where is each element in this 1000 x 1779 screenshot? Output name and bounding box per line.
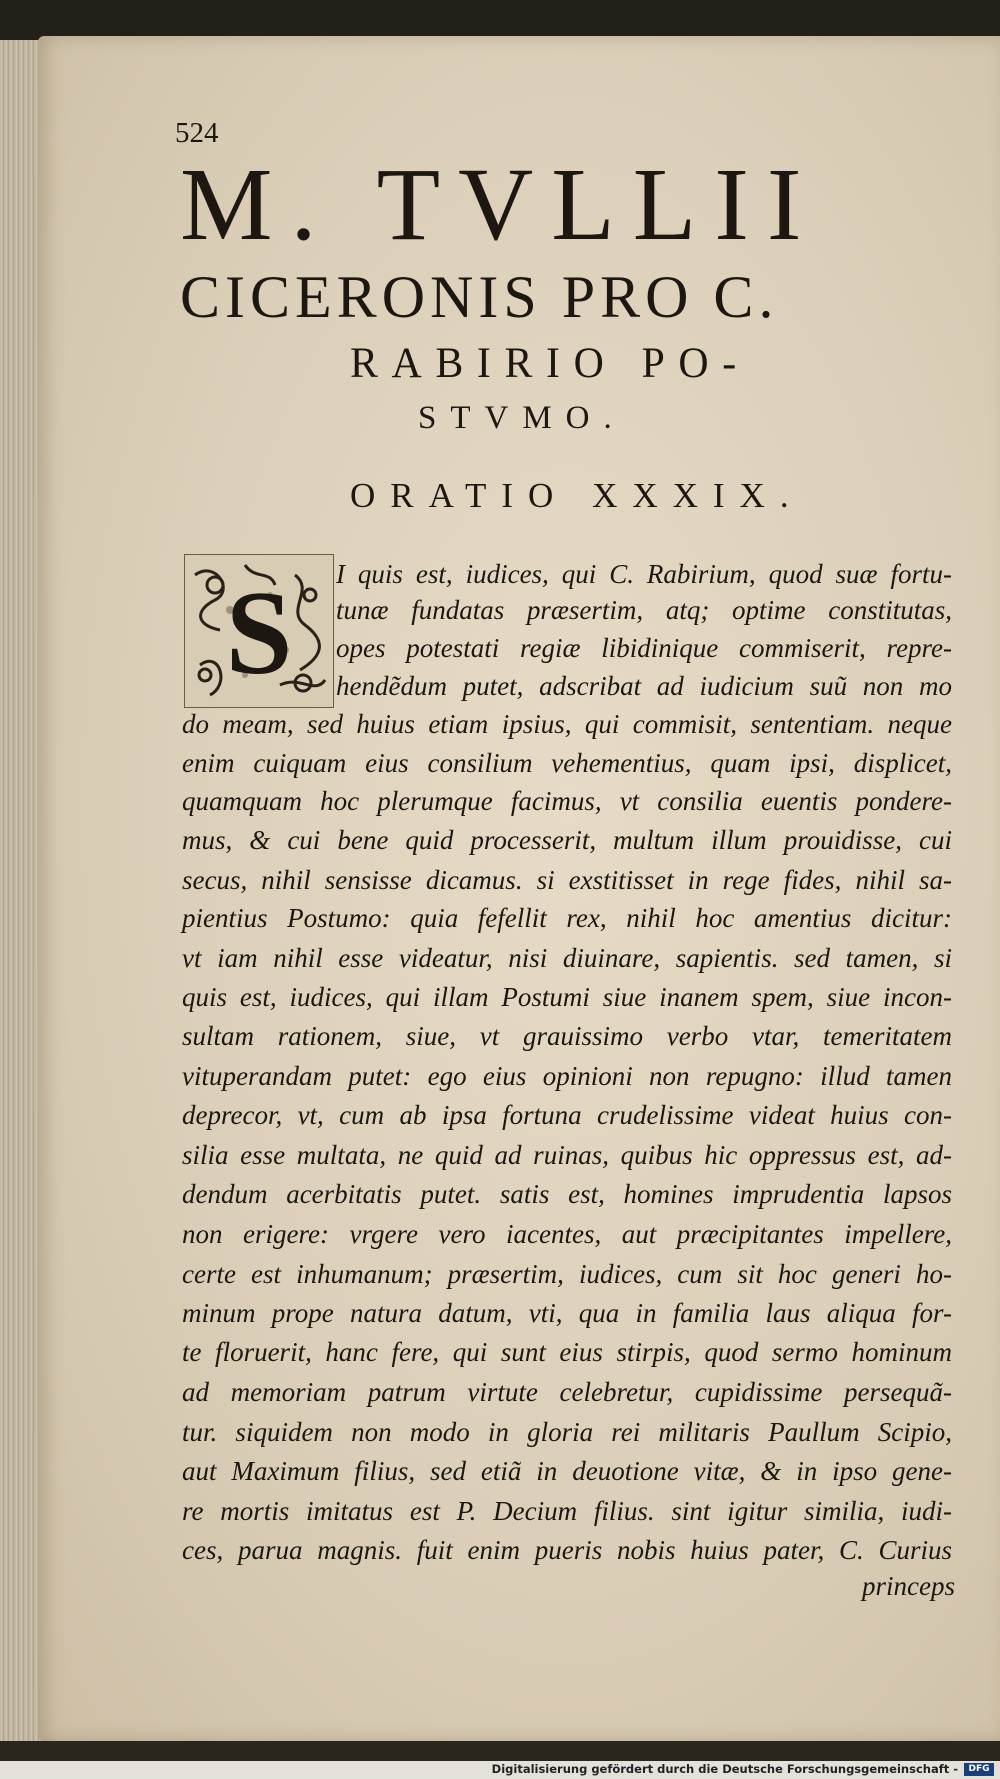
title-line-1: M. TVLLII: [180, 147, 820, 262]
oration-heading: ORATIO XXXIX.: [350, 476, 804, 515]
funding-note: Digitalisierung gefördert durch die Deutsche Forschungsgemeinschaft -: [491, 1762, 958, 1776]
ornament-initial-icon: [185, 555, 333, 707]
decorated-initial-s: [184, 554, 334, 708]
text-line: deprecor, vt, cum ab ipsa fortuna crudelissime videat huius con-: [182, 1100, 952, 1130]
text-line: enim cuiquam eius consilium vehementius, quam ipsi, displicet,: [182, 748, 952, 778]
text-line: dendum acerbitatis putet. satis est, homines imprudentia lapsos: [182, 1179, 952, 1209]
text-line: mus, & cui bene quid processerit, multum illum prouidisse, cui: [182, 825, 952, 855]
text-line: quis est, iudices, qui illam Postumi siue inanem spem, siue incon-: [182, 982, 952, 1012]
text-line: I quis est, iudices, qui C. Rabirium, quod suæ fortu-: [336, 559, 952, 589]
text-line: vt iam nihil esse videatur, nisi diuinare, sapientis. sed tamen, si: [182, 943, 952, 973]
text-line: pientius Postumo: quia fefellit rex, nihil hoc amentius dicitur:: [182, 903, 952, 933]
dfg-logo: DFG: [964, 1763, 994, 1776]
text-line: tur. siquidem non modo in gloria rei militaris Paullum Scipio,: [182, 1417, 952, 1447]
catchword: princeps: [862, 1571, 955, 1601]
svg-text:S: S: [225, 566, 293, 699]
text-line: sultam rationem, siue, vt grauissimo verbo vtar, temeritatem: [182, 1021, 952, 1051]
text-line: non erigere: vrgere vero iacentes, aut præcipitantes impellere,: [182, 1219, 952, 1249]
text-line: tunæ fundatas præsertim, atq; optime constitutas,: [336, 595, 952, 625]
title-line-2: CICERONIS PRO C.: [180, 264, 779, 330]
text-line: quamquam hoc plerumque facimus, vt consilia euentis pondere-: [182, 786, 952, 816]
text-line: te floruerit, hanc fere, qui sunt eius stirpis, quod sermo hominum: [182, 1337, 952, 1367]
text-line: silia esse multata, ne quid ad ruinas, quibus hic oppressus est, ad-: [182, 1140, 952, 1170]
text-line: ad memoriam patrum virtute celebretur, cupidissime persequã-: [182, 1377, 952, 1407]
text-line: minum prope natura datum, vti, qua in familia laus aliqua for-: [182, 1298, 952, 1328]
title-line-4: STVMO.: [418, 400, 626, 436]
text-line: hendẽdum putet, adscribat ad iudicium suũ non mo: [336, 671, 952, 701]
text-line: ces, parua magnis. fuit enim pueris nobis huius pater, C. Curius: [182, 1535, 952, 1565]
text-line: do meam, sed huius etiam ipsius, qui commisit, sententiam. neque: [182, 709, 952, 739]
title-line-3: RABIRIO PO-: [350, 340, 750, 387]
text-line: secus, nihil sensisse dicamus. si exstitisset in rege fides, nihil sa-: [182, 865, 952, 895]
text-line: opes potestati regiæ libidinique commiserit, repre-: [336, 633, 952, 663]
text-line: re mortis imitatus est P. Decium filius. sint igitur similia, iudi-: [182, 1496, 952, 1526]
text-line: vituperandam putet: ego eius opinioni non repugno: illud tamen: [182, 1061, 952, 1091]
text-line: aut Maximum filius, sed etiã in deuotione vitæ, & in ipso gene-: [182, 1456, 952, 1486]
page-number: 524: [175, 117, 219, 149]
scan-bottom-border: [0, 1741, 1000, 1761]
text-line: certe est inhumanum; præsertim, iudices, cum sit hoc generi ho-: [182, 1259, 952, 1289]
